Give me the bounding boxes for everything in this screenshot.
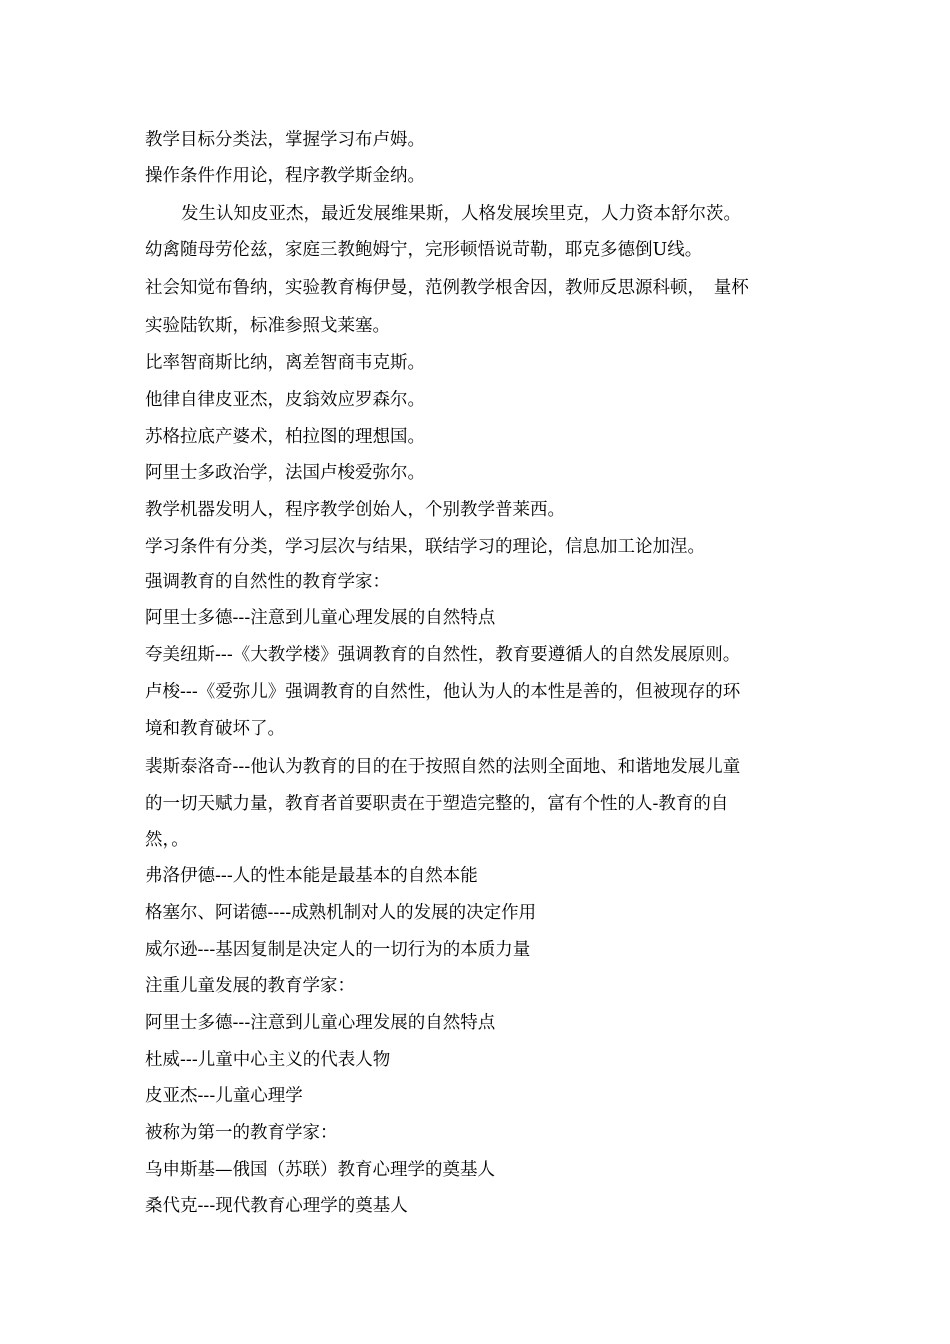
section-heading: 强调教育的自然性的教育学家： <box>145 572 390 592</box>
text-line: 然，。 <box>145 830 189 850</box>
text-line: 实验陆钦斯，标准参照戈莱塞。 <box>145 316 390 336</box>
text-line: 乌申斯基—俄国（苏联）教育心理学的奠基人 <box>145 1160 495 1180</box>
section-heading: 注重儿童发展的教育学家： <box>145 976 355 996</box>
text-line: 夸美纽斯---《大教学楼》强调教育的自然性，教育要遵循人的自然发展原则。 <box>145 645 741 665</box>
text-line: 皮亚杰---儿童心理学 <box>145 1086 303 1106</box>
text-line: 学习条件有分类，学习层次与结果，联结学习的理论，信息加工论加涅。 <box>145 537 705 557</box>
text-line: 社会知觉布鲁纳，实验教育梅伊曼，范例教学根舍因，教师反思源科顿， 量杯 <box>145 278 749 298</box>
text-line: 他律自律皮亚杰，皮翁效应罗森尔。 <box>145 390 425 410</box>
text-line: 阿里士多德---注意到儿童心理发展的自然特点 <box>145 608 496 628</box>
text-line: 幼禽随母劳伦兹，家庭三教鲍姆宁，完形顿悟说苛勒，耶克多德倒U线。 <box>145 240 703 260</box>
text-line: 的一切天赋力量，教育者首要职责在于塑造完整的，富有个性的人-教育的自 <box>145 794 729 814</box>
text-line: 杜威---儿童中心主义的代表人物 <box>145 1050 391 1070</box>
text-line: 阿里士多政治学，法国卢梭爱弥尔。 <box>145 463 425 483</box>
text-line: 教学目标分类法，掌握学习布卢姆。 <box>145 130 425 150</box>
text-line: 操作条件作用论，程序教学斯金纳。 <box>145 166 425 186</box>
text-line: 比率智商斯比纳，离差智商韦克斯。 <box>145 353 425 373</box>
text-line: 格塞尔、阿诺德----成熟机制对人的发展的决定作用 <box>145 903 537 923</box>
text-line: 苏格拉底产婆术，柏拉图的理想国。 <box>145 427 425 447</box>
text-line: 弗洛伊德---人的性本能是最基本的自然本能 <box>145 866 478 886</box>
text-line: 裴斯泰洛奇---他认为教育的目的在于按照自然的法则全面地、和谐地发展儿童 <box>145 757 741 777</box>
text-line: 威尔逊---基因复制是决定人的一切行为的本质力量 <box>145 940 531 960</box>
text-line: 阿里士多德---注意到儿童心理发展的自然特点 <box>145 1013 496 1033</box>
text-line: 发生认知皮亚杰，最近发展维果斯，人格发展埃里克，人力资本舒尔茨。 <box>181 204 741 224</box>
text-line: 桑代克---现代教育心理学的奠基人 <box>145 1196 408 1216</box>
section-heading: 被称为第一的教育学家： <box>145 1123 338 1143</box>
text-line: 卢梭---《爱弥儿》强调教育的自然性，他认为人的本性是善的，但被现存的环 <box>145 682 741 702</box>
text-line: 境和教育破坏了。 <box>145 719 285 739</box>
text-line: 教学机器发明人，程序教学创始人，个别教学普莱西。 <box>145 500 565 520</box>
